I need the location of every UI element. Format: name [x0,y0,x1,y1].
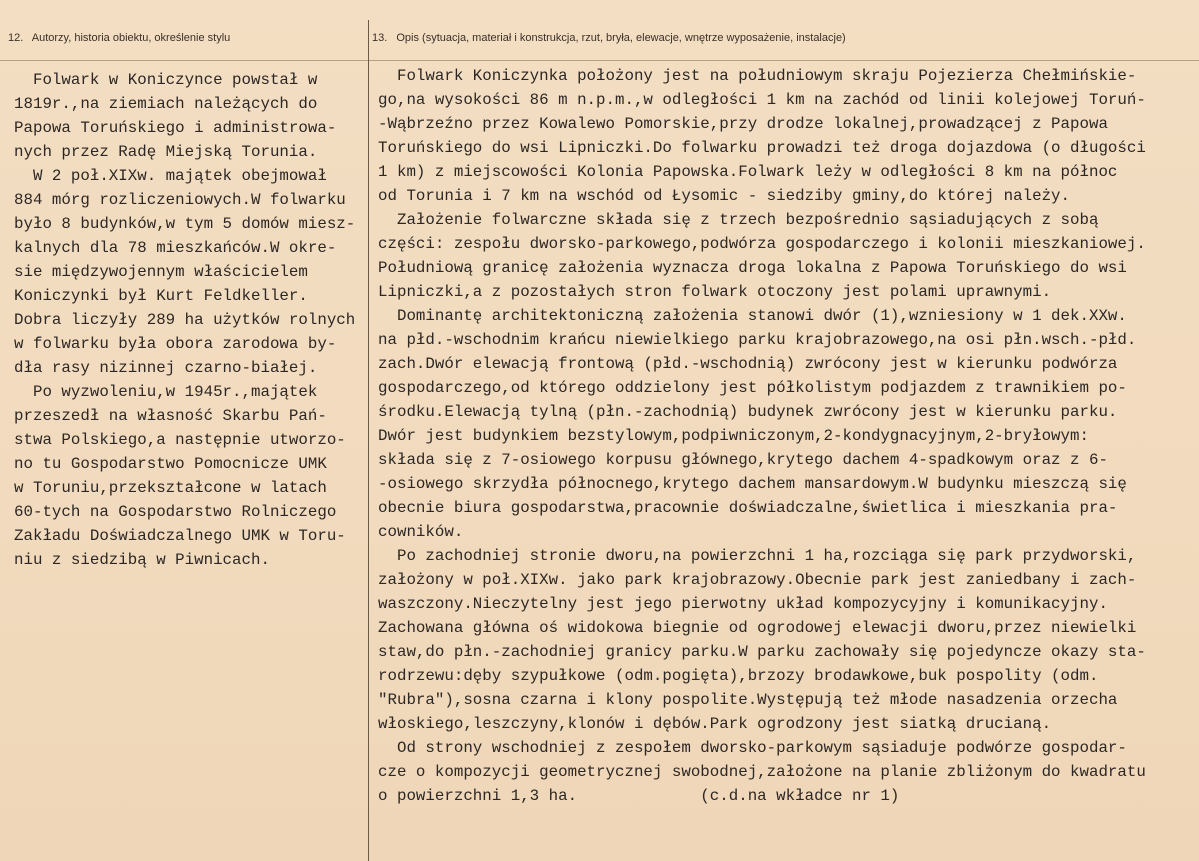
text-line: Toruńskiego do wsi Lipniczki.Do folwarku prowadzi też droga dojazdowa (o długości [378,139,1146,157]
text-line: -osiowego skrzydła północnego,krytego dachem mansardowym.W budynku mieszczą się [378,475,1127,493]
text-line: na płd.-wschodnim krańcu niewielkiego parku krajobrazowego,na osi płn.wsch.-płd. [378,331,1137,349]
text-line: 60-tych na Gospodarstwo Rolniczego [14,503,337,521]
text-line: 1819r.,na ziemiach należących do [14,95,318,113]
text-line: obecnie biura gospodarstwa,pracownie doświadczalne,świetlica i mieszkania pra- [378,499,1118,517]
text-line: gospodarczego,od którego oddzielony jest półkolistym podjazdem z trawnikiem po- [378,379,1127,397]
text-line: cowników. [378,523,464,541]
text-line: sie międzywojennym właścicielem [14,263,308,281]
text-line: w folwarku była obora zarodowa by- [14,335,337,353]
text-line: nych przez Radę Miejską Torunia. [14,143,318,161]
text-line: niu z siedzibą w Piwnicach. [14,551,270,569]
text-line: od Torunia i 7 km na wschód od Łysomic - siedziby gminy,do której należy. [378,187,1071,205]
text-line: Folwark Koniczynka położony jest na południowym skraju Pojezierza Chełmińskie- [378,67,1137,85]
text-line: Zakładu Doświadczalnego UMK w Toru- [14,527,346,545]
right-column-text [378,64,1146,808]
text-line: Dobra liczyły 289 ha użytków rolnych [14,311,356,329]
text-line: waszczony.Nieczytelny jest jego pierwotny układ kompozycyjny i komunikacyjny. [378,595,1108,613]
text-line: włoskiego,leszczyny,klonów i dębów.Park ogrodzony jest siatką drucianą. [378,715,1052,733]
text-line: środku.Elewacją tylną (płn.-zachodnią) budynek zwrócony jest w kierunku parku. [378,403,1118,421]
text-line: rodrzewu:dęby szypułkowe (odm.pogięta),brzozy brodawkowe,buk pospolity (odm. [378,667,1099,685]
right-header-title: Opis [396,32,419,44]
column-divider [368,20,369,861]
text-line: go,na wysokości 86 m n.p.m.,w odległości 1 km na zachód od linii kolejowej Toruń- [378,91,1146,109]
text-line: Założenie folwarczne składa się z trzech bezpośrednio sąsiadujących z sobą [378,211,1099,229]
text-line: Po wyzwoleniu,w 1945r.,majątek [14,383,318,401]
text-line: Papowa Toruńskiego i administrowa- [14,119,337,137]
text-line: staw,do płn.-zachodniej granicy parku.W parku zachowały się pojedyncze okazy sta- [378,643,1146,661]
left-column-header [8,32,230,44]
text-line: o powierzchni 1,3 ha. (c.d.na wkładce nr 1) [378,787,900,805]
text-line: Zachowana główna oś widokowa biegnie od ogrodowej elewacji dworu,przez niewielki [378,619,1137,637]
right-header-number: 13. [372,32,388,44]
text-line: 1 km) z miejscowości Kolonia Papowska.Folwark leży w odległości 8 km na północ [378,163,1118,181]
text-line: w Toruniu,przekształcone w latach [14,479,327,497]
text-line: Od strony wschodniej z zespołem dworsko-parkowym sąsiaduje podwórze gospodar- [378,739,1127,757]
text-line: -Wąbrzeźno przez Kowalewo Pomorskie,przy drodze lokalnej,prowadzącej z Papowa [378,115,1108,133]
text-line: Dominantę architektoniczną założenia stanowi dwór (1),wzniesiony w 1 dek.XXw. [378,307,1127,325]
text-line: stwa Polskiego,a następnie utworzo- [14,431,346,449]
text-line: było 8 budynków,w tym 5 domów miesz- [14,215,356,233]
text-line: no tu Gospodarstwo Pomocnicze UMK [14,455,327,473]
text-line: dła rasy nizinnej czarno-białej. [14,359,318,377]
right-column-header [372,32,846,44]
right-header-subtitle: (sytuacja, materiał i konstrukcja, rzut, bryła, elewacje, wnętrze wyposażenie, instalacje) [422,32,846,44]
text-line: cze o kompozycji geometrycznej swobodnej,założone na planie zbliżonym do kwadratu [378,763,1146,781]
left-header-title: Autorzy, historia obiektu, określenie stylu [31,32,231,44]
text-line: Koniczynki był Kurt Feldkeller. [14,287,308,305]
text-line: składa się z 7-osiowego korpusu głównego,krytego dachem 4-spadkowym oraz z 6- [378,451,1108,469]
text-line: kalnych dla 78 mieszkańców.W okre- [14,239,337,257]
text-line: W 2 poł.XIXw. majątek obejmował [14,167,327,185]
left-column-text [14,68,355,572]
text-line: "Rubra"),sosna czarna i klony pospolite.Występują też młode nasadzenia orzecha [378,691,1118,709]
text-line: Po zachodniej stronie dworu,na powierzchni 1 ha,rozciąga się park przydworski, [378,547,1137,565]
text-line: założony w poł.XIXw. jako park krajobrazowy.Obecnie park jest zaniedbany i zach- [378,571,1137,589]
text-line: zach.Dwór elewacją frontową (płd.-wschodnią) zwrócony jest w kierunku podwórza [378,355,1118,373]
text-line: Południową granicę założenia wyznacza droga lokalna z Papowa Toruńskiego do wsi [378,259,1127,277]
text-line: 884 mórg rozliczeniowych.W folwarku [14,191,346,209]
text-line: Lipniczki,a z pozostałych stron folwark otoczony jest polami uprawnymi. [378,283,1052,301]
text-line: przeszedł na własność Skarbu Pań- [14,407,327,425]
text-line: Folwark w Koniczynce powstał w [14,71,318,89]
text-line: części: zespołu dworsko-parkowego,podwórza gospodarczego i kolonii mieszkaniowej. [378,235,1146,253]
header-divider [0,60,1199,61]
left-header-number: 12. [8,32,24,44]
text-line: Dwór jest budynkiem bezstylowym,podpiwniczonym,2-kondygnacyjnym,2-bryłowym: [378,427,1089,445]
